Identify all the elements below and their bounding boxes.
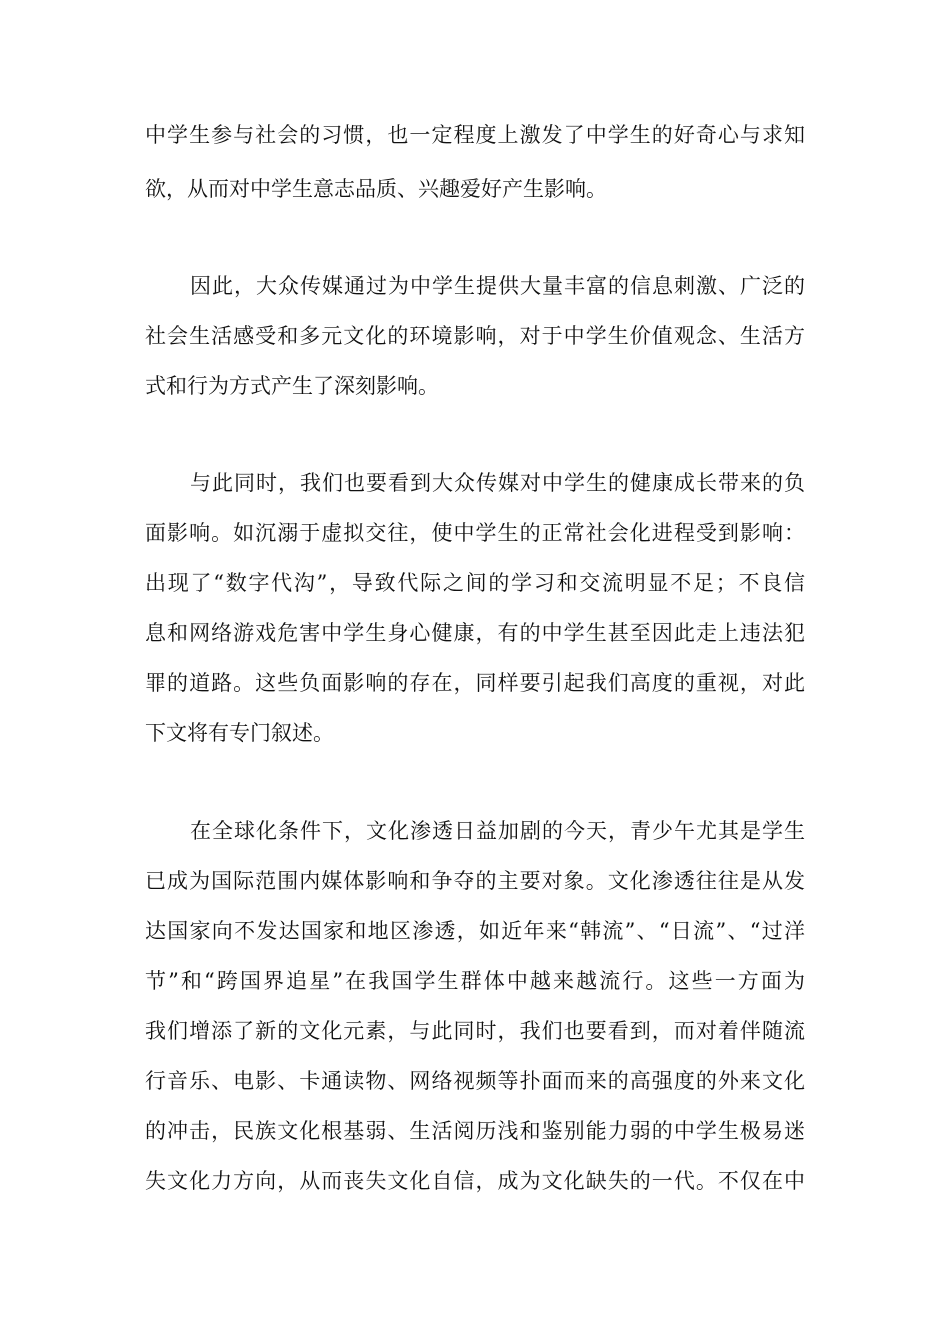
paragraph-3-line-3: 出现了“数字代沟”，导致代际之间的学习和交流明显不足；不良信	[145, 571, 805, 595]
paragraph-3-line-2: 面影响。如沉溺于虚拟交往，使中学生的正常社会化进程受到影响：	[145, 521, 805, 545]
paragraph-1-line-1: 中学生参与社会的习惯，也一定程度上激发了中学生的好奇心与求知	[145, 123, 805, 147]
paragraph-2-line-1: 因此，大众传媒通过为中学生提供大量丰富的信息刺激、广泛的	[190, 274, 805, 298]
paragraph-4-line-1: 在全球化条件下，文化渗透日益加剧的今天，青少午尤其是学生	[190, 819, 805, 843]
paragraph-2-line-3: 式和行为方式产生了深刻影响。	[145, 374, 439, 398]
paragraph-3-line-1: 与此同时，我们也要看到大众传媒对中学生的健康成长带来的负	[190, 471, 805, 495]
paragraph-4-line-2: 已成为国际范围内媒体影响和争夺的主要对象。文化渗透往往是从发	[145, 869, 805, 893]
paragraph-4-line-6: 行音乐、电影、卡通读物、网络视频等扑面而来的高强度的外来文化	[145, 1069, 805, 1093]
paragraph-3-line-5: 罪的道路。这些负面影响的存在，同样要引起我们高度的重视，对此	[145, 671, 805, 695]
paragraph-4-line-3: 达国家向不发达国家和地区渗透，如近年来“韩流”、“日流”、“过洋	[145, 919, 805, 943]
paragraph-4-line-8: 失文化力方向，从而丧失文化自信，成为文化缺失的一代。不仅在中	[145, 1169, 805, 1193]
paragraph-4-line-7: 的冲击，民族文化根基弱、生活阅历浅和鉴别能力弱的中学生极易迷	[145, 1119, 805, 1143]
paragraph-4-line-5: 我们增添了新的文化元素，与此同时，我们也要看到，而对着伴随流	[145, 1019, 805, 1043]
paragraph-3-line-4: 息和网络游戏危害中学生身心健康，有的中学生甚至因此走上违法犯	[145, 621, 805, 645]
paragraph-3-line-6: 下文将有专门叙述。	[145, 721, 334, 745]
paragraph-2-line-2: 社会生活感受和多元文化的环境影响，对于中学生价值观念、生活方	[145, 324, 805, 348]
paragraph-4-line-4: 节”和“跨国界追星”在我国学生群体中越来越流行。这些一方面为	[145, 969, 805, 993]
paragraph-1-line-2: 欲，从而对中学生意志品质、兴趣爱好产生影响。	[145, 177, 607, 201]
